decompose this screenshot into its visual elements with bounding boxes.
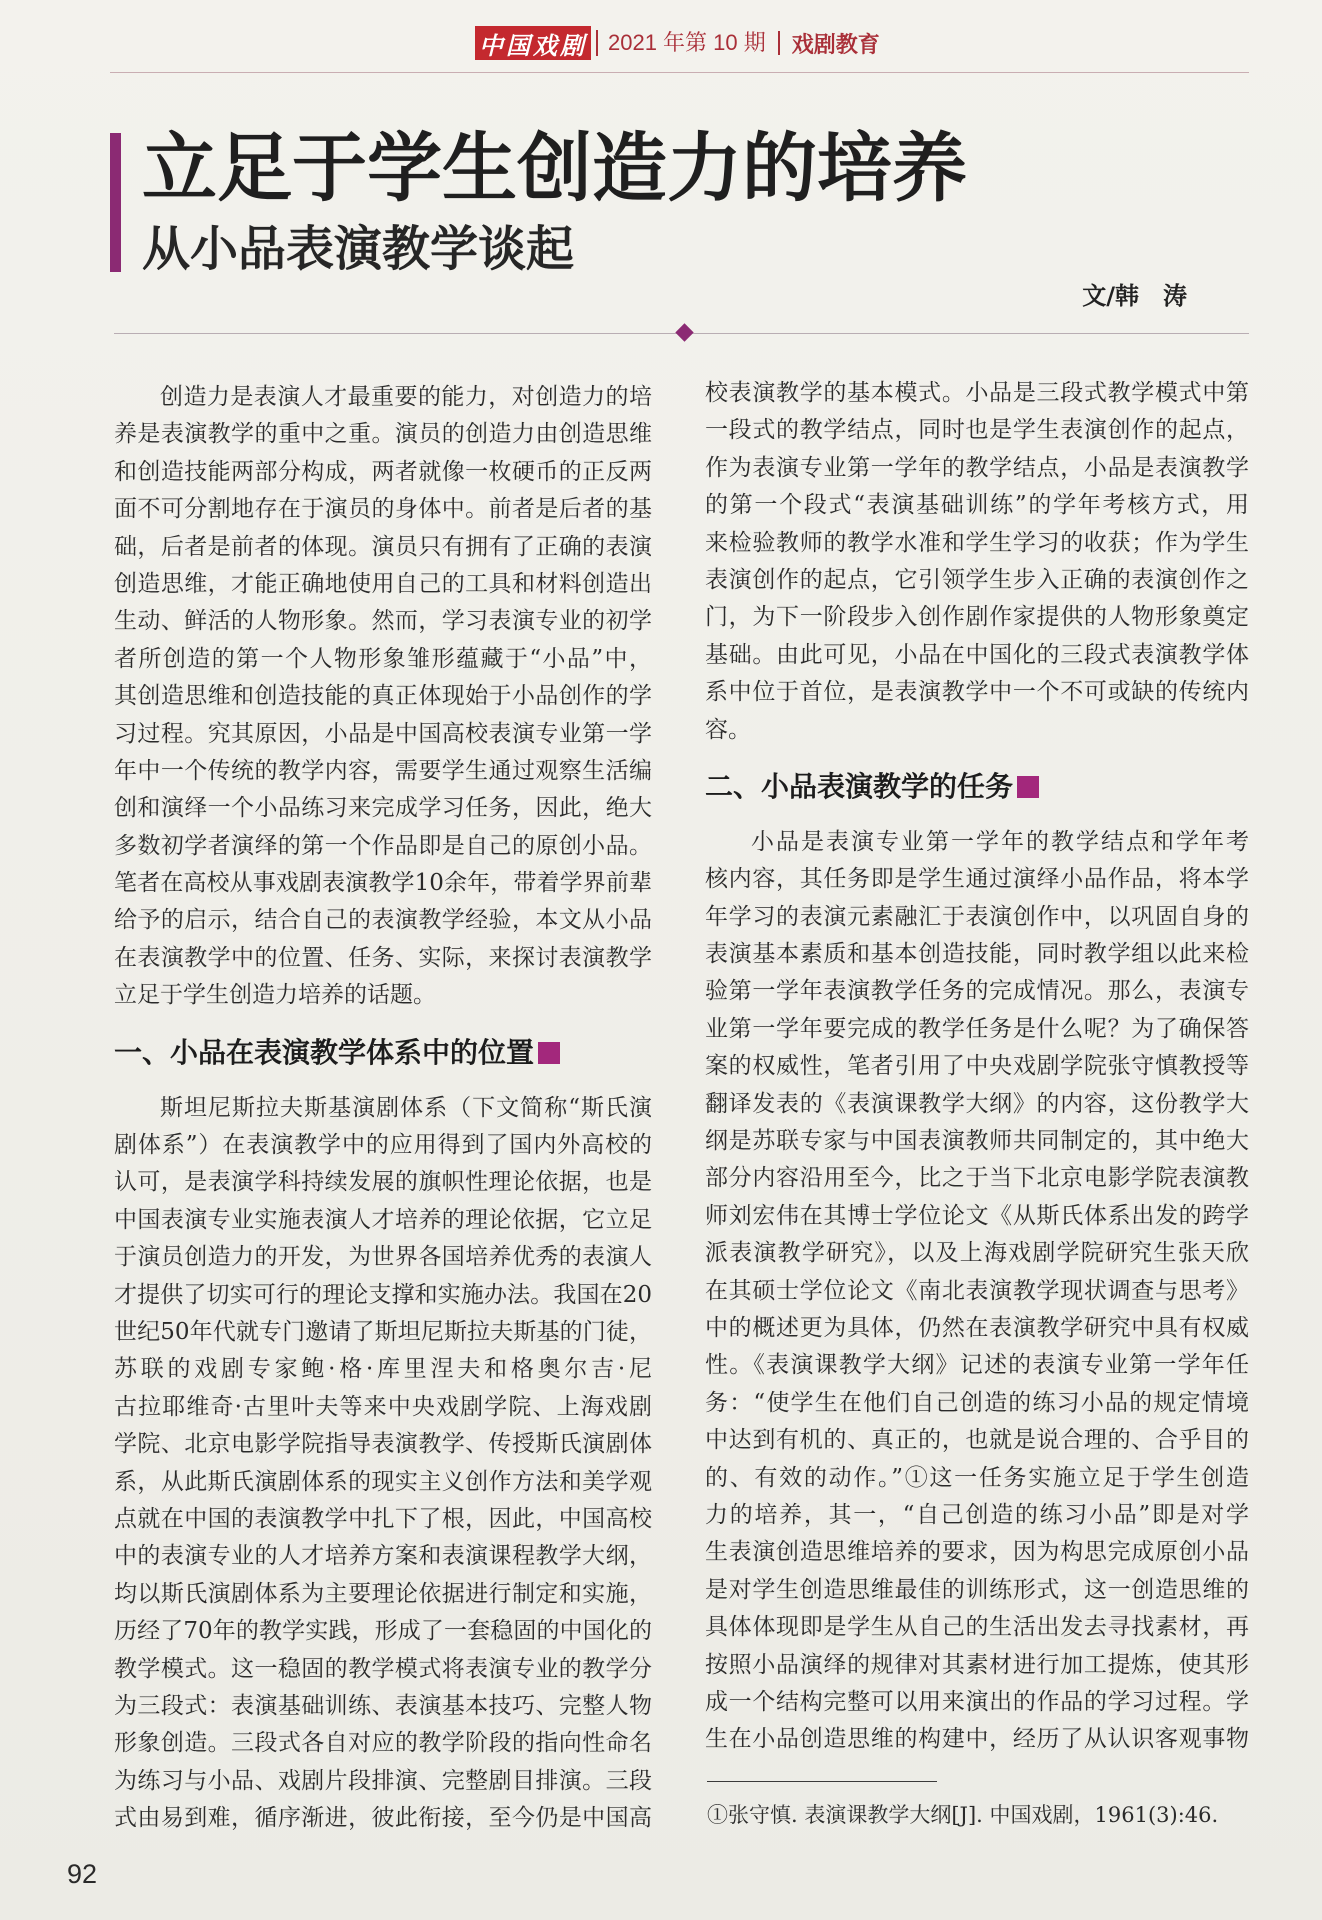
text-line: 于演员创造力的开发，为世界各国培养优秀的表演人	[114, 1244, 652, 1271]
text-line: 创造思维，才能正确地使用自己的工具和材料创造出	[114, 570, 652, 597]
text-line: 中的概述更为具体，仍然在表演教学研究中具有权威	[705, 1314, 1249, 1341]
text-line: 性。《表演课教学大纲》记述的表演专业第一学年任	[705, 1352, 1249, 1379]
text-line: 表演创作的起点，它引领学生步入正确的表演创作之	[705, 566, 1249, 593]
text-line: 基础。由此可见，小品在中国化的三段式表演教学体	[705, 641, 1249, 668]
text-line: 多数初学者演绎的第一个作品即是自己的原创小品。	[114, 832, 652, 859]
section-heading-text: 一、小品在表演教学体系中的位置	[114, 1035, 535, 1069]
text-line: 中的表演专业的人才培养方案和表演课程教学大纲，	[114, 1543, 652, 1570]
text-line: 在表演教学中的位置、任务、实际，来探讨表演教学	[114, 944, 652, 971]
text-line: 中国表演专业实施表演人才培养的理论依据，它立足	[114, 1206, 652, 1233]
text-line: 生动、鲜活的人物形象。然而，学习表演专业的初学	[114, 608, 652, 635]
text-line: 师刘宏伟在其博士学位论文《从斯氏体系出发的跨学	[705, 1202, 1249, 1229]
left-text-column	[114, 379, 652, 1837]
text-line: 在其硕士学位论文《南北表演教学现状调查与思考》	[705, 1277, 1249, 1304]
paragraph	[114, 1090, 652, 1838]
heading-square-marker	[538, 1042, 560, 1064]
text-line: 具体体现即是学生从自己的生活出发去寻找素材，再	[705, 1614, 1249, 1641]
text-line: 均以斯氏演剧体系为主要理论依据进行制定和实施，	[114, 1580, 652, 1607]
heading-square-marker	[1017, 776, 1039, 798]
text-line: 中达到有机的、真正的，也就是说合理的、合乎目的	[705, 1427, 1249, 1454]
paragraph	[705, 824, 1249, 1759]
text-line: 年中一个传统的教学内容，需要学生通过观察生活编	[114, 757, 652, 784]
text-line: 其创造思维和创造技能的真正体现始于小品创作的学	[114, 683, 652, 710]
paragraph	[705, 375, 1249, 749]
text-line: 表演基本素质和基本创造技能，同时教学组以此来检	[705, 941, 1249, 968]
text-line: 给予的启示，结合自己的表演教学经验，本文从小品	[114, 907, 652, 934]
text-line: 部分内容沿用至今，比之于当下北京电影学院表演教	[705, 1165, 1249, 1192]
text-line: 来检验教师的教学水准和学生学习的收获；作为学生	[705, 529, 1249, 556]
text-line: 务：“使学生在他们自己创造的练习小品的规定情境	[705, 1389, 1249, 1416]
text-line: 核内容，其任务即是学生通过演绎小品作品，将本学	[705, 866, 1249, 893]
text-line: 年学习的表演元素融汇于表演创作中，以巩固自身的	[705, 903, 1249, 930]
text-line: 斯坦尼斯拉夫斯基演剧体系（下文简称“斯氏演	[160, 1094, 652, 1121]
text-line: 者所创造的第一个人物形象雏形蕴藏于“小品”中，	[114, 645, 652, 672]
header-rule	[110, 72, 1249, 73]
text-line: 的第一个段式“表演基础训练”的学年考核方式，用	[705, 492, 1249, 519]
text-line: 生表演创造思维培养的要求，因为构思完成原创小品	[705, 1539, 1249, 1566]
section-heading-text: 二、小品表演教学的任务	[705, 769, 1014, 803]
header-separator	[778, 31, 780, 55]
text-line: 创和演绎一个小品练习来完成学习任务，因此，绝大	[114, 795, 652, 822]
text-line: 面不可分割地存在于演员的身体中。前者是后者的基	[114, 496, 652, 523]
right-text-column	[705, 375, 1249, 1759]
section-heading	[114, 1031, 652, 1075]
text-line: 案的权威性，笔者引用了中央戏剧学院张守慎教授等	[705, 1053, 1249, 1080]
text-line: 按照小品演绎的规律对其素材进行加工提炼，使其形	[705, 1651, 1249, 1678]
section-label: 戏剧教育	[791, 31, 880, 57]
text-line: 世纪50年代就专门邀请了斯坦尼斯拉夫斯基的门徒，	[114, 1318, 652, 1345]
text-line: 纲是苏联专家与中国表演教师共同制定的，其中绝大	[705, 1128, 1249, 1155]
text-line: 剧体系”）在表演教学中的应用得到了国内外高校的	[114, 1132, 652, 1159]
text-line: 系中位于首位，是表演教学中一个不可或缺的传统内	[705, 679, 1249, 706]
text-line: 式由易到难，循序渐进，彼此衔接，至今仍是中国高	[114, 1805, 652, 1832]
footnote-rule	[707, 1781, 937, 1782]
text-line: 门，为下一阶段步入创作剧作家提供的人物形象奠定	[705, 604, 1249, 631]
article-title: 立足于学生创造力的培养	[142, 124, 968, 212]
section-heading	[705, 765, 1249, 809]
text-line: 点就在中国的表演教学中扎下了根，因此，中国高校	[114, 1505, 652, 1532]
title-accent-bar	[110, 133, 121, 272]
text-line: 习过程。究其原因，小品是中国高校表演专业第一学	[114, 720, 652, 747]
text-line: 教学模式。这一稳固的教学模式将表演专业的教学分	[114, 1655, 652, 1682]
text-line: 小品是表演专业第一学年的教学结点和学年考	[751, 828, 1249, 855]
text-line: 础，后者是前者的体现。演员只有拥有了正确的表演	[114, 533, 652, 560]
text-line: 翻译发表的《表演课教学大纲》的内容，这份教学大	[705, 1090, 1249, 1117]
text-line: 生在小品创造思维的构建中，经历了从认识客观事物	[705, 1726, 1249, 1753]
text-line: 为三段式：表演基础训练、表演基本技巧、完整人物	[114, 1692, 652, 1719]
text-line: 是对学生创造思维最佳的训练形式，这一创造思维的	[705, 1576, 1249, 1603]
magazine-logo: 中国戏剧	[475, 26, 591, 60]
text-line: 创造力是表演人才最重要的能力，对创造力的培	[160, 384, 652, 410]
text-line: 一段式的教学结点，同时也是学生表演创作的起点，	[705, 417, 1249, 444]
footnote: ①张守慎. 表演课教学大纲[J]. 中国戏剧，1961(3):46.	[707, 1803, 1219, 1827]
running-header	[475, 26, 880, 60]
text-line: 成一个结构完整可以用来演出的作品的学习过程。学	[705, 1688, 1249, 1715]
article-author: 文/韩 涛	[1082, 282, 1187, 310]
text-line: 认可，是表演学科持续发展的旗帜性理论依据，也是	[114, 1169, 652, 1196]
text-line: 系，从此斯氏演剧体系的现实主义创作方法和美学观	[114, 1468, 652, 1495]
issue-label: 2021 年第 10 期	[596, 30, 766, 56]
text-line: 养是表演教学的重中之重。演员的创造力由创造思维	[114, 421, 652, 448]
paragraph	[114, 379, 652, 1015]
article-subtitle: 从小品表演教学谈起	[142, 221, 575, 277]
text-line: 才提供了切实可行的理论支撑和实施办法。我国在20	[114, 1281, 652, 1308]
text-line: 笔者在高校从事戏剧表演教学10余年，带着学界前辈	[114, 870, 652, 897]
text-line: 验第一学年表演教学任务的完成情况。那么，表演专	[705, 978, 1249, 1005]
text-line: 古拉耶维奇·古里叶夫等来中央戏剧学院、上海戏剧	[114, 1393, 652, 1420]
text-line: 的、有效的动作。”①这一任务实施立足于学生创造	[705, 1464, 1249, 1491]
text-line: 力的培养，其一，“自己创造的练习小品”即是对学	[705, 1501, 1249, 1528]
text-line: 形象创造。三段式各自对应的教学阶段的指向性命名	[114, 1730, 652, 1757]
text-line: 业第一学年要完成的教学任务是什么呢？为了确保答	[705, 1015, 1249, 1042]
text-line: 派表演教学研究》，以及上海戏剧学院研究生张天欣	[705, 1240, 1249, 1267]
text-line: 为练习与小品、戏剧片段排演、完整剧目排演。三段	[114, 1767, 652, 1794]
text-line: 作为表演专业第一学年的教学结点，小品是表演教学	[705, 454, 1249, 481]
text-line: 苏联的戏剧专家鲍·格·库里涅夫和格奥尔吉·尼	[114, 1356, 652, 1383]
text-line: 历经了70年的教学实践，形成了一套稳固的中国化的	[114, 1618, 652, 1645]
text-line: 学院、北京电影学院指导表演教学、传授斯氏演剧体	[114, 1431, 652, 1458]
page-number: 92	[67, 1859, 98, 1889]
text-line: 容。	[705, 716, 751, 743]
text-line: 和创造技能两部分构成，两者就像一枚硬币的正反两	[114, 458, 652, 485]
text-line: 立足于学生创造力培养的话题。	[114, 982, 436, 1009]
divider-diamond-icon	[675, 323, 693, 341]
text-line: 校表演教学的基本模式。小品是三段式教学模式中第	[705, 380, 1249, 406]
